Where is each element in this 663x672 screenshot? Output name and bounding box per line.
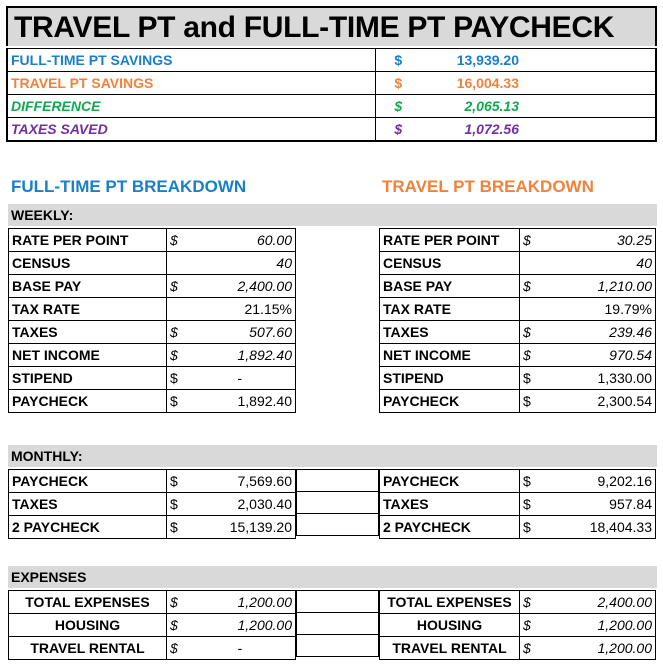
monthly-gap-column <box>296 469 379 536</box>
currency-symbol: $ <box>167 390 185 413</box>
currency-symbol: $ <box>520 229 538 252</box>
table-row <box>380 470 656 493</box>
row-label: PAYCHECK <box>380 390 520 413</box>
row-value: 970.54 <box>538 344 656 367</box>
currency-symbol: $ <box>520 367 538 390</box>
summary-label: TRAVEL PT SAVINGS <box>7 72 375 95</box>
row-label: PAYCHECK <box>380 470 520 493</box>
row-label: TOTAL EXPENSES <box>9 591 167 614</box>
table-row <box>9 470 296 493</box>
currency-symbol: $ <box>167 470 185 493</box>
savings-summary-table <box>6 48 657 142</box>
monthly-section-bar: MONTHLY: <box>8 445 657 467</box>
row-label: NET INCOME <box>380 344 520 367</box>
currency-symbol: $ <box>520 390 538 413</box>
row-label: STIPEND <box>9 367 167 390</box>
row-value: - <box>185 367 296 390</box>
table-row <box>380 229 656 252</box>
summary-label: FULL-TIME PT SAVINGS <box>7 49 375 72</box>
row-label: HOUSING <box>9 614 167 637</box>
summary-row-fulltime <box>7 49 656 72</box>
row-label: TRAVEL RENTAL <box>9 637 167 660</box>
table-row <box>9 275 296 298</box>
travel-monthly-table <box>379 469 656 539</box>
table-row <box>380 614 656 637</box>
currency-symbol: $ <box>167 344 185 367</box>
row-value: 2,030.40 <box>185 493 296 516</box>
fulltime-monthly-body <box>9 470 296 539</box>
travel-weekly-table <box>379 228 656 413</box>
row-value: 1,200.00 <box>185 614 296 637</box>
currency-symbol: $ <box>394 75 403 91</box>
table-row <box>380 516 656 539</box>
travel-expenses-table <box>379 590 656 660</box>
row-label: PAYCHECK <box>9 390 167 413</box>
row-value: 60.00 <box>185 229 296 252</box>
row-label: TAX RATE <box>380 298 520 321</box>
currency-symbol: $ <box>520 516 538 539</box>
row-label: TAXES <box>380 321 520 344</box>
table-row <box>380 390 656 413</box>
table-row <box>9 321 296 344</box>
table-row <box>9 252 296 275</box>
currency-symbol: $ <box>520 321 538 344</box>
row-label: 2 PAYCHECK <box>380 516 520 539</box>
fulltime-expenses-body <box>9 591 296 660</box>
currency-symbol: $ <box>394 52 403 68</box>
fulltime-weekly-body <box>9 229 296 413</box>
travel-breakdown-heading: TRAVEL PT BREAKDOWN <box>382 177 594 196</box>
table-row <box>9 591 296 614</box>
table-row <box>9 390 296 413</box>
expenses-section-bar: EXPENSES <box>8 566 657 588</box>
table-row <box>9 516 296 539</box>
fulltime-breakdown-heading: FULL-TIME PT BREAKDOWN <box>11 177 247 196</box>
table-row <box>9 367 296 390</box>
row-value: 507.60 <box>185 321 296 344</box>
table-row <box>380 591 656 614</box>
row-label: HOUSING <box>380 614 520 637</box>
row-value: 1,892.40 <box>185 344 296 367</box>
currency-symbol: $ <box>167 614 185 637</box>
row-value: 40 <box>167 252 296 275</box>
row-label: TRAVEL RENTAL <box>380 637 520 660</box>
table-row <box>380 298 656 321</box>
row-value: 40 <box>520 252 656 275</box>
currency-symbol: $ <box>520 275 538 298</box>
row-value: 239.46 <box>538 321 656 344</box>
fulltime-weekly-table <box>8 228 296 413</box>
summary-value: 1,072.56 <box>464 121 519 137</box>
currency-symbol: $ <box>520 344 538 367</box>
row-label: TAXES <box>9 493 167 516</box>
row-label: TAX RATE <box>9 298 167 321</box>
currency-symbol: $ <box>167 321 185 344</box>
table-row <box>9 344 296 367</box>
row-label: NET INCOME <box>9 344 167 367</box>
row-value: 2,300.54 <box>538 390 656 413</box>
row-value: 7,569.60 <box>185 470 296 493</box>
row-value: 1,330.00 <box>538 367 656 390</box>
row-label: TOTAL EXPENSES <box>380 591 520 614</box>
currency-symbol: $ <box>167 275 185 298</box>
row-value: 2,400.00 <box>538 591 656 614</box>
row-value: 1,200.00 <box>538 614 656 637</box>
table-row <box>380 367 656 390</box>
table-row <box>380 321 656 344</box>
currency-symbol: $ <box>394 121 403 137</box>
row-value: 18,404.33 <box>538 516 656 539</box>
row-value: 30.25 <box>538 229 656 252</box>
row-value: 1,200.00 <box>185 591 296 614</box>
summary-value: 13,939.20 <box>456 52 519 68</box>
currency-symbol: $ <box>394 98 403 114</box>
expenses-gap-column <box>296 590 379 657</box>
weekly-section-bar: WEEKLY: <box>8 204 657 226</box>
row-value: - <box>185 637 296 660</box>
travel-weekly-body <box>380 229 656 413</box>
summary-label: DIFFERENCE <box>7 95 375 118</box>
table-row <box>9 493 296 516</box>
row-label: 2 PAYCHECK <box>9 516 167 539</box>
row-value: 1,200.00 <box>538 637 656 660</box>
table-row <box>380 252 656 275</box>
travel-expenses-body <box>380 591 656 660</box>
row-value: 15,139.20 <box>185 516 296 539</box>
summary-value: 2,065.13 <box>464 98 519 114</box>
page-title: TRAVEL PT and FULL-TIME PT PAYCHECK <box>6 6 657 46</box>
travel-monthly-body <box>380 470 656 539</box>
currency-symbol: $ <box>520 493 538 516</box>
row-label: RATE PER POINT <box>380 229 520 252</box>
summary-label: TAXES SAVED <box>7 118 375 142</box>
row-label: TAXES <box>9 321 167 344</box>
row-value: 9,202.16 <box>538 470 656 493</box>
currency-symbol: $ <box>520 614 538 637</box>
row-label: BASE PAY <box>380 275 520 298</box>
row-label: STIPEND <box>380 367 520 390</box>
currency-symbol: $ <box>167 229 185 252</box>
table-row <box>9 637 296 660</box>
row-value: 1,210.00 <box>538 275 656 298</box>
row-value: 1,892.40 <box>185 390 296 413</box>
row-label: PAYCHECK <box>9 470 167 493</box>
table-row <box>9 614 296 637</box>
currency-symbol: $ <box>520 637 538 660</box>
currency-symbol: $ <box>520 591 538 614</box>
row-value: 19.79% <box>520 298 656 321</box>
summary-row-taxes-saved <box>7 118 656 142</box>
row-label: RATE PER POINT <box>9 229 167 252</box>
row-value: 957.84 <box>538 493 656 516</box>
table-row <box>380 344 656 367</box>
currency-symbol: $ <box>167 637 185 660</box>
fulltime-expenses-table <box>8 590 296 660</box>
summary-row-travel <box>7 72 656 95</box>
summary-row-difference <box>7 95 656 118</box>
currency-symbol: $ <box>167 591 185 614</box>
currency-symbol: $ <box>167 367 185 390</box>
row-label: CENSUS <box>9 252 167 275</box>
row-label: CENSUS <box>380 252 520 275</box>
table-row <box>380 275 656 298</box>
currency-symbol: $ <box>167 516 185 539</box>
row-label: BASE PAY <box>9 275 167 298</box>
table-row <box>9 229 296 252</box>
row-value: 21.15% <box>167 298 296 321</box>
table-row <box>380 637 656 660</box>
row-label: TAXES <box>380 493 520 516</box>
summary-value: 16,004.33 <box>456 75 519 91</box>
currency-symbol: $ <box>520 470 538 493</box>
table-row <box>9 298 296 321</box>
fulltime-monthly-table <box>8 469 296 539</box>
row-value: 2,400.00 <box>185 275 296 298</box>
currency-symbol: $ <box>167 493 185 516</box>
table-row <box>380 493 656 516</box>
